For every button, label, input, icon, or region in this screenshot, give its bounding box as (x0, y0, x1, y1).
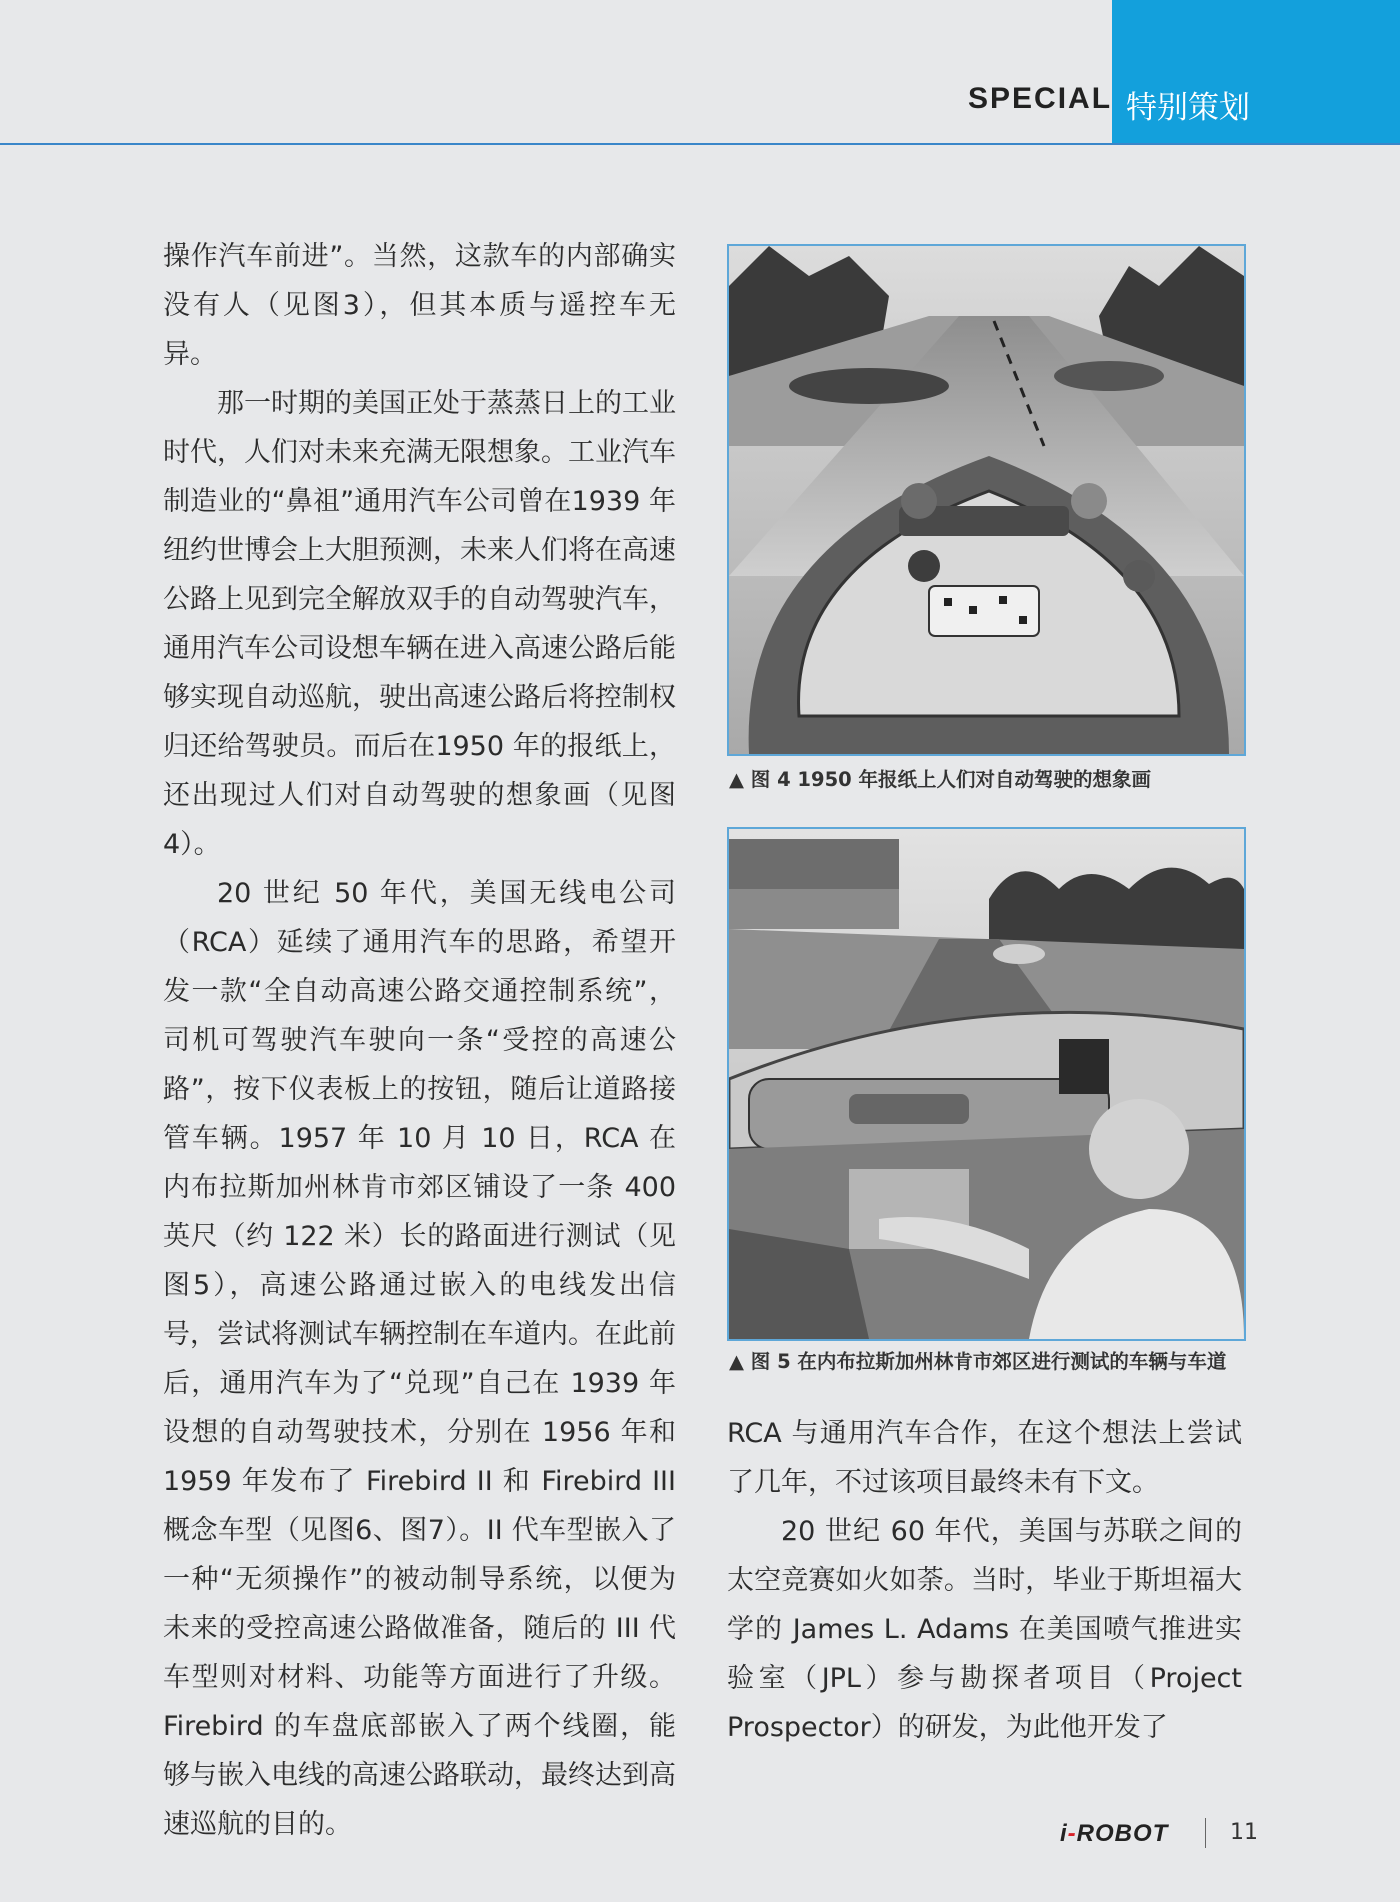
figure-4-caption: ▲ 图 4 1950 年报纸上人们对自动驾驶的想象画 (729, 768, 1151, 791)
footer-divider (1205, 1818, 1206, 1848)
figure-5-caption: ▲ 图 5 在内布拉斯加州林肯市郊区进行测试的车辆与车道 (729, 1350, 1227, 1373)
paragraph: 20 世纪 50 年代，美国无线电公司（RCA）延续了通用汽车的思路，希望开发一款“全自动高速公路交通控制系统”，司机可驾驶汽车驶向一条“受控的高速公路”，按下仪表板上的按钮，随后让道路接管车辆。1957 年 10 月 10 日，RCA 在内布拉斯加州林肯市郊区铺设了一条 400 英尺（约 122 米）长的路面进行测试（见图5），高速公路通过嵌入的电线发出信号，尝试将测试车辆控制在车道内。在此前后，通用汽车为了“兑现”自己在 1939 年设想的自动驾驶技术，分别在 1956 年和 1959 年发布了 Firebird II 和 Firebird III 概念车型（见图6、图7）。II 代车型嵌入了一种“无须操作”的被动制导系统，以便为未来的受控高速公路做准备，随后的 III 代车型则对材料、功能等方面进行了升级。Firebird 的车盘底部嵌入了两个线圈，能够与嵌入电线的高速公路联动，最终达到高速巡航的目的。 (163, 878, 676, 1840)
right-text-column (727, 1409, 1242, 1752)
paragraph: 20 世纪 60 年代，美国与苏联之间的太空竞赛如火如荼。当时，毕业于斯坦福大学的 James L. Adams 在美国喷气推进实验室（JPL）参与勘探者项目（Project Prospector）的研发，为此他开发了 (727, 1516, 1242, 1743)
header-section-box (1112, 0, 1400, 143)
figure-5-photo (727, 827, 1246, 1341)
left-text-column (163, 232, 676, 1849)
footer-brand-logo (1060, 1820, 1168, 1848)
figure-4-illustration (727, 244, 1246, 756)
brand-dash: - (1067, 1820, 1077, 1847)
paragraph: RCA 与通用汽车合作，在这个想法上尝试了几年，不过该项目最终未有下文。 (727, 1418, 1242, 1498)
header-rule (0, 143, 1400, 145)
header-section-title: 特别策划 (1126, 90, 1250, 126)
page-number: 11 (1230, 1820, 1258, 1845)
brand-name: ROBOT (1076, 1820, 1169, 1847)
brand-prefix: i (1060, 1820, 1068, 1847)
paragraph: 那一时期的美国正处于蒸蒸日上的工业时代，人们对未来充满无限想象。工业汽车制造业的“鼻祖”通用汽车公司曾在1939 年纽约世博会上大胆预测，未来人们将在高速公路上见到完全解放双手的自动驾驶汽车，通用汽车公司设想车辆在进入高速公路后能够实现自动巡航，驶出高速公路后将控制权归还给驾驶员。而后在1950 年的报纸上，还出现过人们对自动驾驶的想象画（见图 4）。 (163, 388, 676, 860)
paragraph: 操作汽车前进”。当然，这款车的内部确实没有人（见图3），但其本质与遥控车无异。 (163, 241, 676, 370)
header-special-label: SPECIAL (968, 82, 1113, 115)
